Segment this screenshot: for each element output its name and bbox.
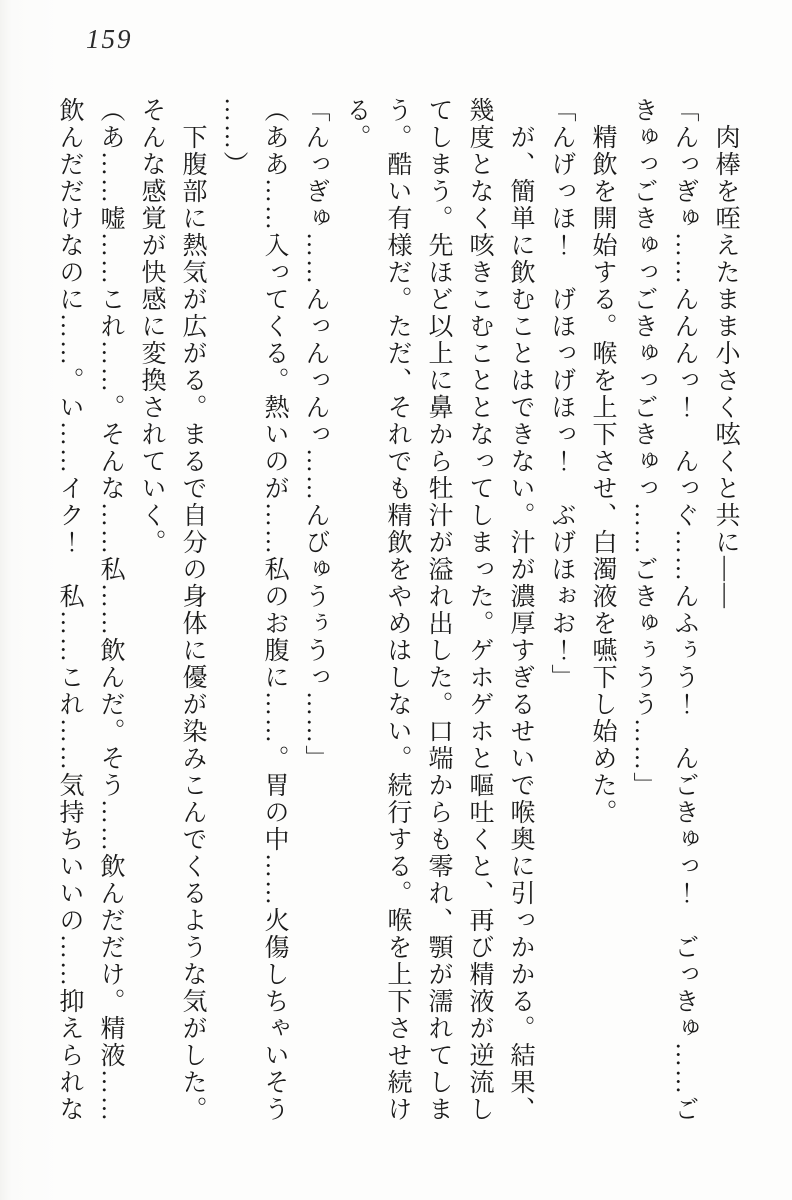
text-column: （ああ……入ってくる。熱いのが……私のお腹に……。胃の中……火傷しちゃいそう bbox=[261, 97, 288, 1123]
text-column: 肉棒を咥えたまま小さく呟くと共に—— bbox=[712, 97, 739, 610]
text-column: そんな感覚が快感に変換されていく。 bbox=[138, 97, 165, 556]
page-number: 159 bbox=[86, 24, 133, 54]
text-column: 「んっぎゅ……んんんっ！ んっぐ……んふぅう！ んごきゅっ！ ごっきゅ……ご bbox=[671, 97, 698, 1123]
text-column: てしまう。先ほど以上に鼻から牡汁が溢れ出した。口端からも零れ、顎が濡れてしま bbox=[425, 97, 452, 1123]
text-column: る。 bbox=[343, 97, 370, 151]
text-column: う。酷い有様だ。ただ、それでも精飲をやめはしない。続行する。喉を上下させ続け bbox=[384, 97, 411, 1123]
text-column: が、簡単に飲むことはできない。汁が濃厚すぎるせいで喉奥に引っかかる。結果、 bbox=[507, 97, 534, 1123]
text-column: （あ……嘘……これ……。そんな……私……飲んだ。そう……飲んだだけ。精液…… bbox=[97, 97, 124, 1123]
page-body-vertical-text bbox=[46, 97, 746, 1137]
text-column: 飲んだだけなのに……。い……イク！ 私……これ……気持ちいいの……抑えられな bbox=[56, 97, 83, 1123]
text-column: ……） bbox=[220, 97, 247, 178]
text-column: 幾度となく咳きこむこととなってしまった。ゲホゲホと嘔吐くと、再び精液が逆流し bbox=[466, 97, 493, 1123]
text-column: 精飲を開始する。喉を上下させ、白濁液を嚥下し始めた。 bbox=[589, 97, 616, 826]
text-column: 下腹部に熱気が広がる。まるで自分の身体に優が染みこんでくるような気がした。 bbox=[179, 97, 206, 1123]
text-column: 「んっぎゅ……んっんっんっ……んびゅうぅうっ……」 bbox=[302, 97, 329, 772]
text-column: 「んげっほ！ げほっげほっ！ ぶげほぉお！」 bbox=[548, 97, 575, 691]
text-column: きゅっごきゅっごきゅっごきゅっ……ごきゅぅうう……」 bbox=[630, 97, 657, 799]
